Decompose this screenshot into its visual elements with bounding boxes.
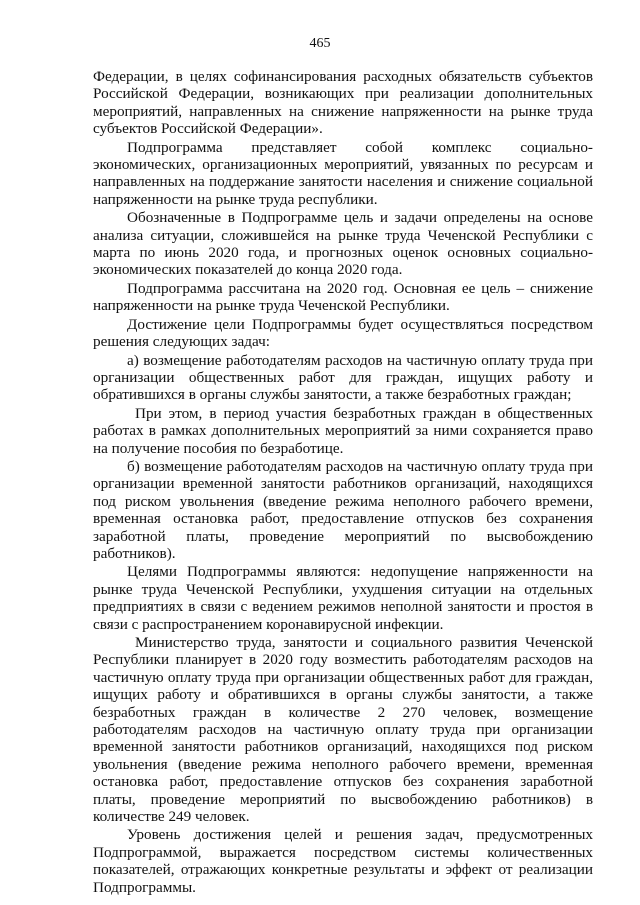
paragraph-ministry-plan: Министерство труда, занятости и социального развития Чеченской Республики планирует в 2020 году возместить работодателям расходов на частичную оплату труда при организации общественных работ для граждан, ищущих работу и обратившихся в органы службы занятости, а также безработных граждан в количестве 2 270 человек, возмещение работодателям расходов на частичную оплату труда при организации временной занятости работников организаций, находящихся под риском увольнения (введение режима неполного рабочего времени, временная остановка работ, предоставление отпусков без сохранения заработной платы, проведение мероприятий по высвобождению работников) в количестве 249 человек. bbox=[93, 634, 593, 826]
paragraph-task-a: а) возмещение работодателям расходов на частичную оплату труда при организации общественных работ для граждан, ищущих работу и обратившихся в органы службы занятости, а также безработных граждан; bbox=[93, 351, 593, 404]
paragraph-aims: Целями Подпрограммы являются: недопущение напряженности на рынке труда Чеченской Республики, ухудшения ситуации на отдельных предприятиях в связи с ведением режимов неполной занятости и простоя в связи с распространением коронавирусной инфекции. bbox=[93, 563, 593, 633]
paragraph-indicators: Уровень достижения целей и решения задач, предусмотренных Подпрограммой, выражается посредством системы количественных показателей, отражающих конкретные результаты и эффект от реализации Подпрограммы. bbox=[93, 826, 593, 896]
document-body bbox=[93, 68, 593, 897]
paragraph-benefit-note: При этом, в период участия безработных граждан в общественных работах в рамках дополнительных мероприятий за ними сохраняется право на получение пособия по безработице. bbox=[93, 404, 593, 457]
paragraph-continuation: Федерации, в целях софинансирования расходных обязательств субъектов Российской Федерации, возникающих при реализации дополнительных мероприятий, направленных на снижение напряженности на рынке труда субъектов Российской Федерации». bbox=[93, 68, 593, 138]
paragraph-tasks-intro: Достижение цели Подпрограммы будет осуществляться посредством решения следующих задач: bbox=[93, 315, 593, 351]
paragraph-goals-basis: Обозначенные в Подпрограмме цель и задачи определены на основе анализа ситуации, сложившейся на рынке труда Чеченской Республики с марта по июнь 2020 года, и прогнозных оценок основных социально-экономических показателей до конца 2020 года. bbox=[93, 209, 593, 279]
paragraph-subprogram-description: Подпрограмма представляет собой комплекс социально-экономических, организационных мероприятий, увязанных по ресурсам и направленных на поддержание занятости населения и снижение социальной напряженности на рынке труда республики. bbox=[93, 138, 593, 208]
paragraph-task-b: б) возмещение работодателям расходов на частичную оплату труда при организации временной занятости работников организаций, находящихся под риском увольнения (введение режима неполного рабочего времени, временная остановка работ, предоставление отпусков без сохранения заработной платы, проведение мероприятий по высвобождению работников). bbox=[93, 457, 593, 562]
paragraph-main-goal: Подпрограмма рассчитана на 2020 год. Основная ее цель – снижение напряженности на рынке труда Чеченской Республики. bbox=[93, 279, 593, 315]
page-number: 465 bbox=[309, 36, 331, 51]
